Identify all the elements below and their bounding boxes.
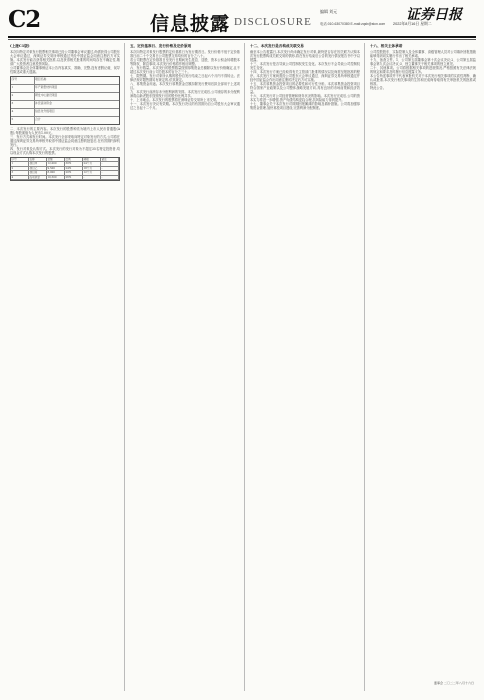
paragraph: 四、发行对象及认购方式。本次发行的发行对象为不超过35名特定投资者,均以现金方式认购本次发行的股票。 bbox=[10, 147, 120, 155]
project-table bbox=[10, 76, 120, 125]
section-title: 信息披露 bbox=[150, 13, 231, 35]
paragraph: 本公告所述事项并不代表审批机关对于本次发行相关事项的实质性判断、确认或批准,本次发行相关事项的生效和完成尚待取得有关审批机关的批准或核准。 bbox=[370, 74, 476, 86]
paragraph: 十、上市地点。本次发行的股票将在深圳证券交易所上市交易。 bbox=[130, 98, 220, 102]
editor-line: 编辑 刘元 bbox=[320, 9, 338, 14]
fund-allocation-table bbox=[10, 157, 120, 181]
issue-date: 2022年8月16日 星期二 bbox=[393, 22, 432, 26]
paragraph: 六、发行数量。本次发行的股票数量按照募集资金总额除以发行价格确定,且不超过本次发行前公司总股本的百分之三十。 bbox=[130, 66, 240, 74]
paragraph: 公司控股股东、实际控制人及全体董事、高级管理人员对公司填补回报措施能够得到切实履行作出了相关承诺。 bbox=[370, 50, 476, 58]
newspaper-logo: 证券日报 bbox=[406, 7, 462, 23]
paragraph: 若公司股票在定价基准日至发行日期间发生派息、送股、资本公积金转增股本等除权、除息事项,本次发行价格将作相应调整。 bbox=[130, 58, 240, 66]
paragraph: 三、发行方式和发行时间。本次发行全部采取向特定对象发行的方式,公司将在通过深圳证券交易所审核并取得中国证监会同意注册的批复后,在有效期内择机发行。 bbox=[10, 135, 120, 147]
column-1 bbox=[10, 43, 120, 691]
table-cell: 项目甲 bbox=[29, 162, 47, 166]
table-cell: 24% bbox=[65, 167, 83, 171]
table-cell: 备注 bbox=[101, 158, 119, 162]
table-cell: 名称 bbox=[29, 158, 47, 162]
paragraph: 十七、董事会关于本次发行对即期回报摊薄的影响及填补措施。公司将加强募集资金管理,加快募投项目建设,完善利润分配制度。 bbox=[250, 102, 360, 110]
table-cell: 12个月 bbox=[83, 171, 101, 175]
table-cell: 1 bbox=[11, 162, 29, 166]
paragraph: 十六、本次发行对公司经营管理和财务状况的影响。本次发行完成后,公司的资本实力将进一步增强,资产负债结构更趋合理,抗风险能力得到提升。 bbox=[250, 94, 360, 102]
table-cell: 3 bbox=[11, 171, 29, 175]
paragraph: 八、募集资金用途。本次发行募集资金总额扣除发行费用后拟全部用于上述项目。 bbox=[130, 82, 240, 90]
signature: 董事会 二〇二二年八月十六日 bbox=[434, 681, 474, 685]
table-cell: - bbox=[101, 176, 119, 180]
table-row: 1 年产新型材料项目 bbox=[11, 85, 119, 93]
column-heading: 十八、相关主体承诺 bbox=[370, 44, 403, 48]
paragraph: 公司董事会及全体董事保证本公告内容真实、准确、完整,没有虚假记载、误导性陈述或重大遗漏。 bbox=[10, 66, 120, 74]
column-divider bbox=[364, 43, 365, 691]
table-cell: - bbox=[83, 176, 101, 180]
table-cell: 2 bbox=[11, 167, 29, 171]
masthead-rule bbox=[8, 36, 476, 38]
paragraph: 本次向特定对象发行股票的定价基准日为发行期首日。发行价格不低于定价基准日前二十个交易日公司股票交易均价的百分之八十。 bbox=[130, 50, 240, 58]
table-row: 序号 项目名称 bbox=[11, 77, 119, 85]
column-divider bbox=[244, 43, 245, 691]
table-cell: 项目乙 bbox=[29, 167, 47, 171]
table-cell: 30% bbox=[65, 162, 83, 166]
paragraph: 九、本次发行前滚存未分配利润的安排。本次发行完成后,公司滚存的未分配利润将由新老股东按照发行后的股份比例共享。 bbox=[130, 90, 240, 98]
column-3 bbox=[250, 43, 360, 691]
column-4 bbox=[370, 43, 476, 691]
table-cell: - bbox=[101, 167, 119, 171]
column-heading: (上接C1版) bbox=[10, 44, 30, 48]
section-english-title: DISCLOSURE bbox=[234, 16, 312, 28]
paragraph: 十四、本次发行方案已经取得有关主管部门批准的情况以及尚需呈报批准的程序。本次发行方案尚需经公司股东大会审议通过、深圳证券交易所审核通过并经中国证监会作出同意注册的决定后方可实施。 bbox=[250, 70, 360, 82]
table-cell: 8,000 bbox=[47, 171, 65, 175]
paragraph: 二、本次发行的主要内容。本次发行的股票种类为境内上市人民币普通股(A股),每股面值为人民币1.00元。 bbox=[10, 127, 120, 135]
table-cell: 项目丙 bbox=[29, 171, 47, 175]
table-cell: 26% bbox=[65, 176, 83, 180]
table-row: 3 补充流动资金 bbox=[11, 101, 119, 109]
paragraph: 特此公告。 bbox=[370, 86, 386, 90]
column-heading: 五、定价基准日、发行价格及定价原则 bbox=[130, 44, 192, 48]
paragraph: 截至本公告披露日,本次发行尚未确定发行对象,最终是否存在因关联方认购本次发行股票构成关联交易的情形,将在发行结束后公告的发行情况报告书中予以披露。 bbox=[250, 50, 360, 62]
paragraph: 十五、本次募集资金投资项目的必要性和可行性分析。本次募集资金投资项目符合国家产业政策以及公司整体战略发展方向,具有良好的市场前景和经济效益。 bbox=[250, 82, 360, 94]
paragraph: 十一、本次发行决议有效期。本次发行决议的有效期为自公司股东大会审议通过之日起十二个月。 bbox=[130, 102, 240, 110]
table-cell: 序号 bbox=[11, 158, 29, 162]
paragraph: 七、限售期。发行对象所认购的股份自发行结束之日起六个月内不得转让。法律法规对限售期另有规定的,依其规定。 bbox=[130, 74, 240, 82]
table-row: 4 信息化升级项目 bbox=[11, 109, 119, 117]
masthead bbox=[0, 0, 484, 38]
column-2 bbox=[130, 43, 240, 691]
table-cell: 9,500 bbox=[47, 167, 65, 171]
table-cell: 10,500 bbox=[47, 176, 65, 180]
table-cell: - bbox=[101, 162, 119, 166]
table-cell: 流动资金 bbox=[29, 176, 47, 180]
contact-line: 电话:010-63070380 E-mail:zqsb@stcn.com bbox=[320, 22, 386, 26]
table-cell: 24个月 bbox=[83, 162, 101, 166]
table-cell: - bbox=[101, 171, 119, 175]
page-code: C2 bbox=[8, 6, 41, 33]
paragraph: 十九、备查文件。1、公司第五届董事会第十次会议决议;2、公司第五届监事会第九次会议决议;3、独立董事关于相关事项的独立意见。 bbox=[370, 58, 476, 66]
table-cell: 期限 bbox=[83, 158, 101, 162]
paragraph: 二十、其他事项。公司将根据相关事项的进展情况,严格按照有关法律法规的规定和要求及时履行信息披露义务。 bbox=[370, 66, 476, 74]
paragraph: 十三、本次发行是否导致公司控制权发生变化。本次发行不会导致公司控制权发生变化。 bbox=[250, 62, 360, 70]
masthead-rule-thin bbox=[8, 39, 476, 40]
table-cell: 12,000 bbox=[47, 162, 65, 166]
table-cell: 18个月 bbox=[83, 167, 101, 171]
table-cell: 比例 bbox=[65, 158, 83, 162]
table-row: 5 合计 bbox=[11, 117, 119, 124]
table-cell: 4 bbox=[11, 176, 29, 180]
column-divider bbox=[124, 43, 125, 691]
table-cell: 20% bbox=[65, 171, 83, 175]
column-heading: 十二、本次发行是否构成关联交易 bbox=[250, 44, 304, 48]
table-row: 2 研发中心建设项目 bbox=[11, 93, 119, 101]
table-cell: 金额 bbox=[47, 158, 65, 162]
paragraph: 本次向特定对象发行股票相关事项已经公司董事会审议通过,尚需获得公司股东大会审议通过、深圳证券交易所审核通过并经中国证监会同意注册后方可实施。本次发行能否获得相关批准,以及获得相关批准的时间均存在不确定性,敬请广大投资者注意投资风险。 bbox=[10, 50, 120, 66]
